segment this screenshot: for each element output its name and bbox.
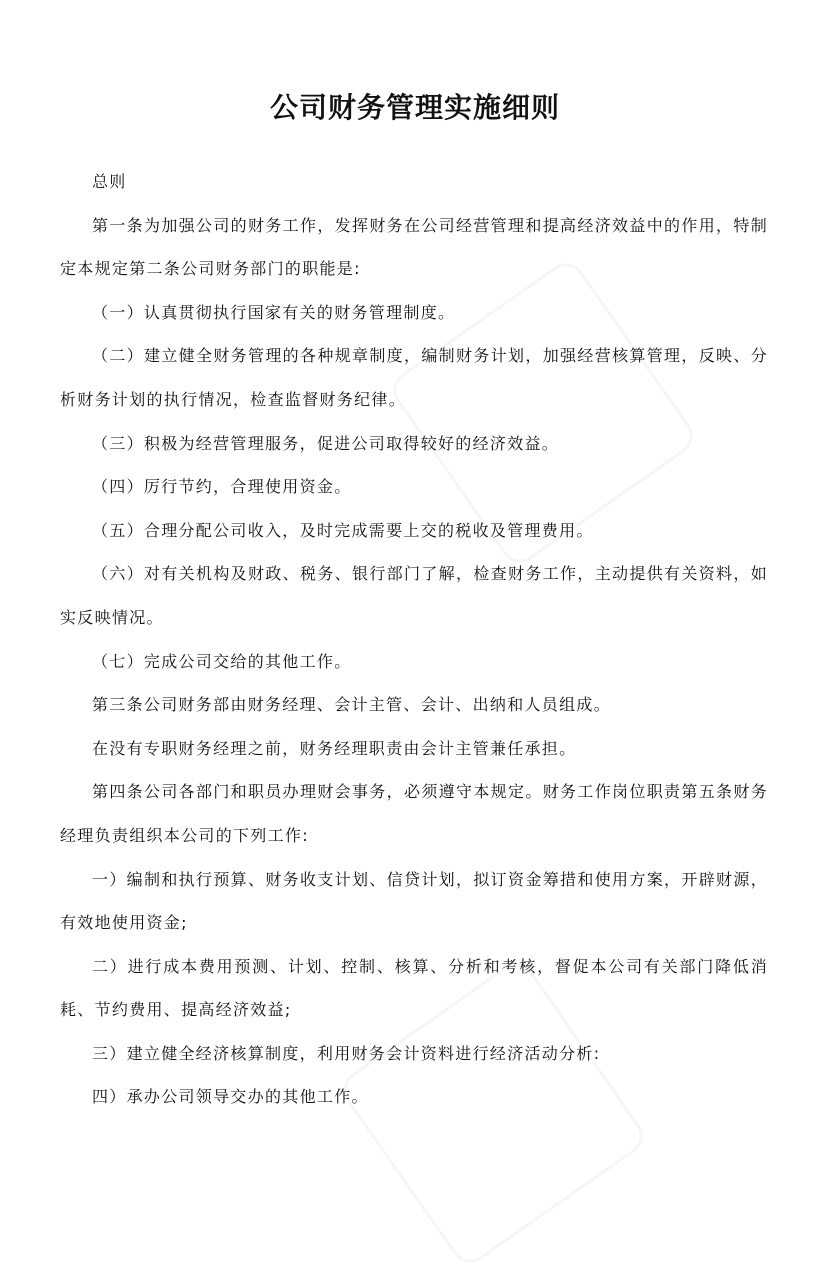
paragraph-item-1: （一）认真贯彻执行国家有关的财务管理制度。 [92,302,456,322]
section-heading-general: 总则 [92,172,127,191]
paragraph-duty-2: 二）进行成本费用预测、计划、控制、核算、分析和考核，督促本公司有关部门降低消耗、节约费用、提高经济效益; [60,956,768,1020]
document-body [60,160,768,1119]
paragraph-item-3: （三）积极为经营管理服务，促进公司取得较好的经济效益。 [92,433,560,453]
paragraph-article-3: 第三条公司财务部由财务经理、会计主管、会计、出纳和人员组成。 [92,695,612,715]
paragraph-duty-4: 四）承办公司领导交办的其他工作。 [92,1087,369,1107]
paragraph-article-3-note: 在没有专职财务经理之前，财务经理职责由会计主管兼任承担。 [92,738,577,758]
paragraph-duty-1: 一）编制和执行预算、财务收支计划、信贷计划，拟订资金筹措和使用方案，开辟财源，有效地使用资金; [60,869,768,933]
document-title: 公司财务管理实施细则 [269,91,560,124]
paragraph-article-4: 第四条公司各部门和职员办理财会事务，必须遵守本规定。财务工作岗位职责第五条财务经理负责组织本公司的下列工作: [60,782,768,845]
paragraph-article-1: 第一条为加强公司的财务工作，发挥财务在公司经营管理和提高经济效益中的作用，特制定本规定第二条公司财务部门的职能是: [60,215,768,279]
paragraph-duty-3: 三）建立健全经济核算制度，利用财务会计资料进行经济活动分析: [92,1043,601,1063]
paragraph-item-4: （四）厉行节约，合理使用资金。 [92,477,352,497]
paragraph-item-2: （二）建立健全财务管理的各种规章制度，编制财务计划，加强经营核算管理，反映、分析财务计划的执行情况，检查监督财务纪律。 [60,346,768,409]
paragraph-item-5: （五）合理分配公司收入，及时完成需要上交的税收及管理费用。 [92,520,594,540]
paragraph-item-6: （六）对有关机构及财政、税务、银行部门了解，检查财务工作，主动提供有关资料，如实反映情况。 [60,564,768,627]
paragraph-item-7: （七）完成公司交给的其他工作。 [92,651,352,671]
